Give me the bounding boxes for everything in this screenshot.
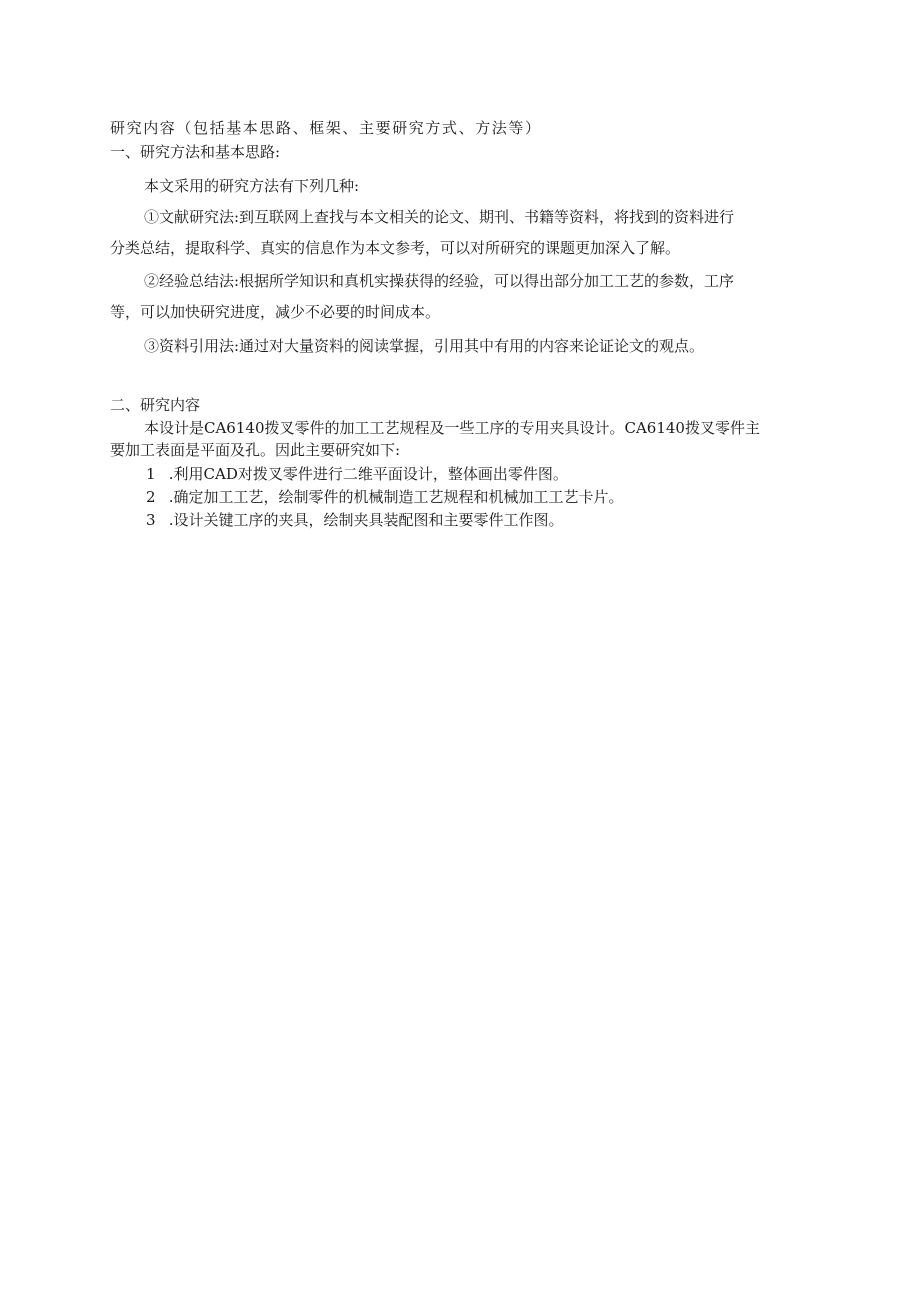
- part1-heading: 一、研究方法和基本思路:: [110, 143, 281, 161]
- part2-body-line-2: 要加工表面是平面及孔。因此主要研究如下:: [110, 441, 401, 459]
- list-item: [146, 464, 568, 484]
- method-2-line-1: ②经验总结法:根据所学知识和真机实操获得的经验，可以得出部分加工工艺的参数，工序: [144, 272, 735, 290]
- part1-intro: 本文采用的研究方法有下列几种:: [144, 177, 360, 195]
- method-1-line-1: ①文献研究法:到互联网上查找与本文相关的论文、期刊、书籍等资料，将找到的资料进行: [144, 208, 735, 226]
- list-item-number: 3: [146, 511, 156, 529]
- list-item-number: 2: [146, 488, 156, 506]
- list-item: [146, 487, 624, 507]
- section-title: 研究内容（包括基本思路、框架、主要研究方式、方法等）: [110, 119, 542, 137]
- list-item-text: .利用CAD对拨叉零件进行二维平面设计，整体画出零件图。: [168, 465, 568, 483]
- method-1-line-2: 分类总结，提取科学、真实的信息作为本文参考，可以对所研究的课题更加深入了解。: [110, 239, 681, 257]
- method-3-line-1: ③资料引用法:通过对大量资料的阅读掌握，引用其中有用的内容来论证论文的观点。: [144, 337, 705, 355]
- part2-heading: 二、研究内容: [110, 396, 201, 414]
- method-2-line-2: 等，可以加快研究进度，减少不必要的时间成本。: [110, 303, 441, 321]
- part2-body-line-1: 本设计是CA6140拨叉零件的加工工艺规程及一些工序的专用夹具设计。CA6140拨叉零件主: [144, 419, 760, 437]
- list-item: [146, 510, 564, 530]
- list-item-text: .确定加工工艺，绘制零件的机械制造工艺规程和机械加工工艺卡片。: [168, 488, 624, 506]
- list-item-text: .设计关键工序的夹具，绘制夹具装配图和主要零件工作图。: [168, 511, 564, 529]
- list-item-number: 1: [146, 465, 156, 483]
